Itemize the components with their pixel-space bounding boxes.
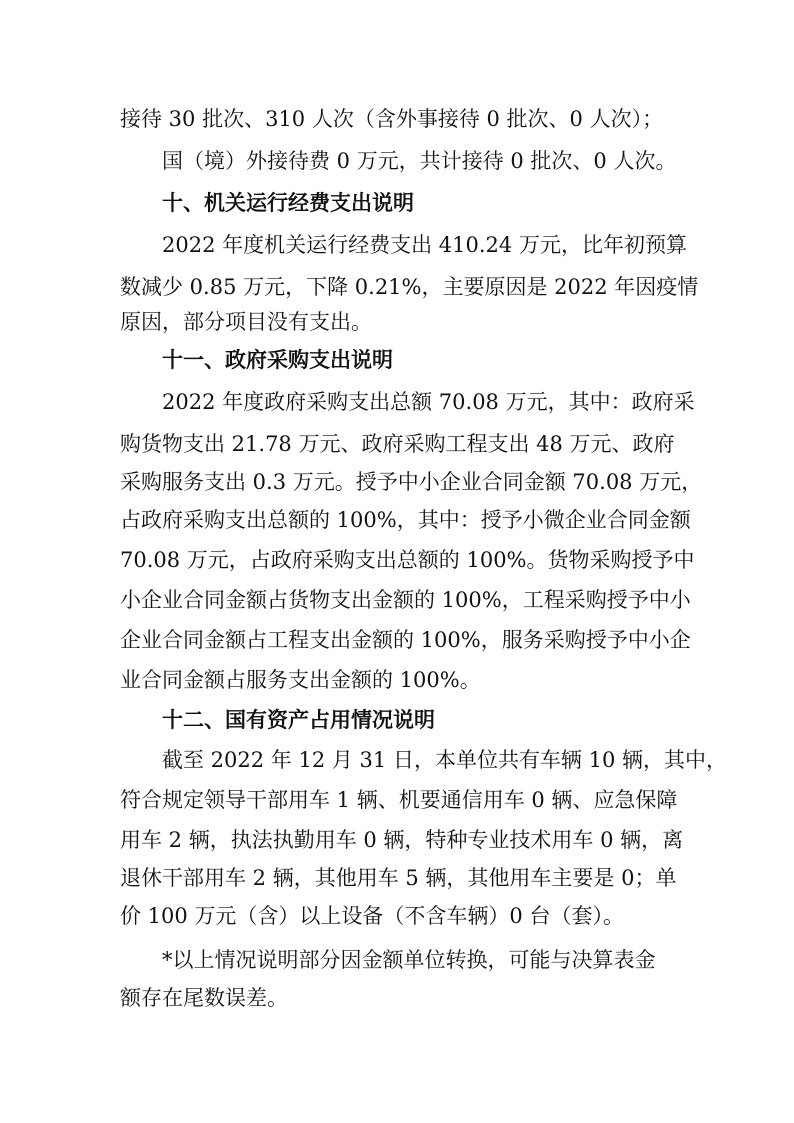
text-line: 价 100 万元（含）以上设备（不含车辆）0 台（套）。	[120, 904, 624, 928]
text-line: 占政府采购支出总额的 100%，其中：授予小微企业合同金额	[120, 508, 691, 532]
section-heading: 十、机关运行经费支出说明	[162, 191, 414, 215]
section-heading: 十一、政府采购支出说明	[162, 348, 393, 372]
text-line: 用车 2 辆，执法执勤用车 0 辆，特种专业技术用车 0 辆，离	[120, 828, 684, 852]
footnote-line: 额存在尾数误差。	[120, 986, 288, 1010]
text-line: 2022 年度政府采购支出总额 70.08 万元，其中：政府采	[162, 390, 695, 414]
text-line: 70.08 万元，占政府采购支出总额的 100%。货物采购授予中	[120, 548, 695, 572]
text-line: 原因，部分项目没有支出。	[120, 310, 372, 334]
text-line: 采购服务支出 0.3 万元。授予中小企业合同金额 70.08 万元，	[120, 470, 703, 494]
footnote-line: *以上情况说明部分因金额单位转换，可能与决算表金	[162, 948, 656, 972]
text-line: 数减少 0.85 万元，下降 0.21%，主要原因是 2022 年因疫情	[120, 275, 699, 299]
text-line: 接待 30 批次、310 人次（含外事接待 0 批次、0 人次）；	[120, 107, 664, 131]
text-line: 购货物支出 21.78 万元、政府采购工程支出 48 万元、政府	[120, 432, 675, 456]
text-line: 2022 年度机关运行经费支出 410.24 万元，比年初预算	[162, 233, 687, 257]
text-line: 国（境）外接待费 0 万元，共计接待 0 批次、0 人次。	[162, 149, 677, 173]
text-line: 业合同金额占服务支出金额的 100%。	[120, 668, 481, 692]
text-line: 符合规定领导干部用车 1 辆、机要通信用车 0 辆、应急保障	[120, 788, 678, 812]
section-heading: 十二、国有资产占用情况说明	[162, 708, 435, 732]
text-line: 小企业合同金额占货物支出金额的 100%，工程采购授予中小	[120, 588, 691, 612]
text-line: 截至 2022 年 12 月 31 日，本单位共有车辆 10 辆，其中，	[162, 748, 728, 772]
text-line: 企业合同金额占工程支出金额的 100%，服务采购授予中小企	[120, 628, 691, 652]
text-line: 退休干部用车 2 辆，其他用车 5 辆，其他用车主要是 0；单	[120, 866, 677, 890]
